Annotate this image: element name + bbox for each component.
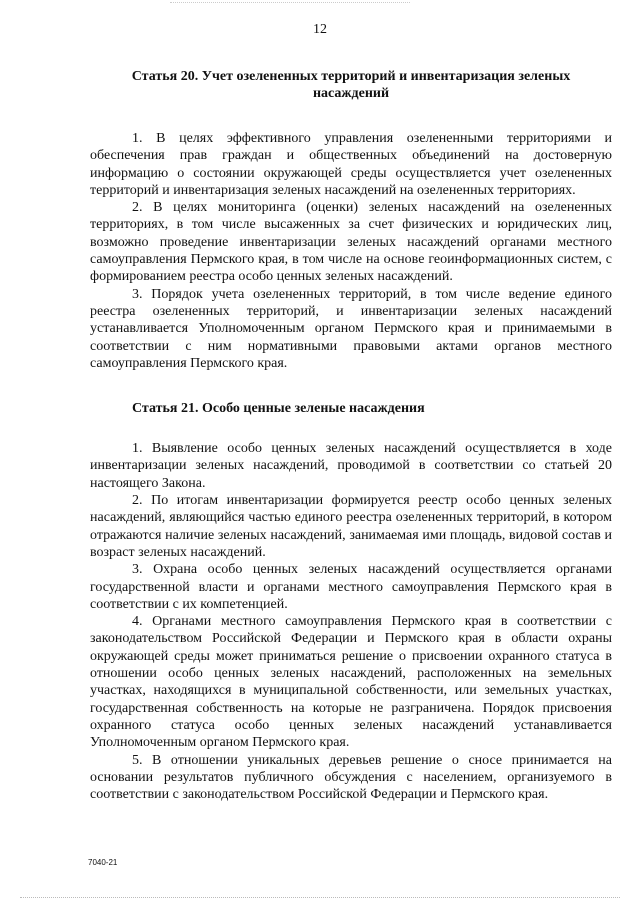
scan-artifact-top [170,2,410,4]
article-21-paragraph-3: 3. Охрана особо ценных зеленых насаждений осуществляется органами государственной власти и органами местного самоуправления Пермского края в соответствии с их компетенцией. [90,562,612,612]
document-code: 7040-21 [88,858,118,867]
scan-artifact-bottom [20,897,620,899]
article-21-title: Статья 21. Особо ценные зеленые насаждения [132,401,425,417]
article-21-paragraph-1: 1. Выявление особо ценных зеленых насаждений осуществляется в ходе инвентаризации зеленых насаждений, проводимой в соответствии со статьей 20 настоящего Закона. [90,441,612,491]
article-20-paragraph-2: 2. В целях мониторинга (оценки) зеленых насаждений на озелененных территориях, в том числе высаженных за счет физических и юридических лиц, возможно проведение инвентаризации зеленых насаждений органами местного самоуправления Пермского края, в том числе на основе геоинформационных систем, с формированием реестра особо ценных зеленых насаждений. [90,200,612,285]
document-body [90,68,612,803]
article-21-paragraph-5: 5. В отношении уникальных деревьев решение о сносе принимается на основании результатов публичного обсуждения с населением, организуемого в соответствии с законодательством Российской Федерации и Пермского края. [90,752,612,803]
article-20-title: Статья 20. Учет озелененных территорий и инвентаризация зеленых насаждений [131,69,571,101]
page-number: 12 [313,22,327,37]
article-20-paragraph-3: 3. Порядок учета озелененных территорий, в том числе ведение единого реестра озелененных территорий, и инвентаризации зеленых насаждений устанавливается Уполномоченным органом Пермского края и принимаемыми в соответствии с ним нормативными правовыми актами органов местного самоуправления Пермского края. [90,286,612,371]
article-21-paragraph-2: 2. По итогам инвентаризации формируется реестр особо ценных зеленых насаждений, являющийся частью единого реестра озелененных территорий, в котором отражаются наличие зеленых насаждений, занимаемая ими площадь, видовой состав и возраст зеленых насаждений. [90,493,612,560]
article-20-paragraph-1: 1. В целях эффективного управления озелененными территориями и обеспечения прав граждан и общественных объединений на достоверную информацию о состоянии окружающей среды осуществляется учет озелененных территорий и инвентаризация зеленых насаждений на озелененных территориях. [90,131,612,198]
article-21-paragraph-4: 4. Органами местного самоуправления Пермского края в соответствии с законодательством Российской Федерации и Пермского края в области охраны окружающей среды может приниматься решение о присвоении охранного статуса в отношении особо ценных зеленых насаждений, расположенных на земельных участках, находящихся в муниципальной собственности, или земельных участках, государственная собственность на которые не разграничена. Порядок присвоения охранного статуса особо ценных зеленых насаждений устанавливается Уполномоченным органом Пермского края. [90,614,612,751]
